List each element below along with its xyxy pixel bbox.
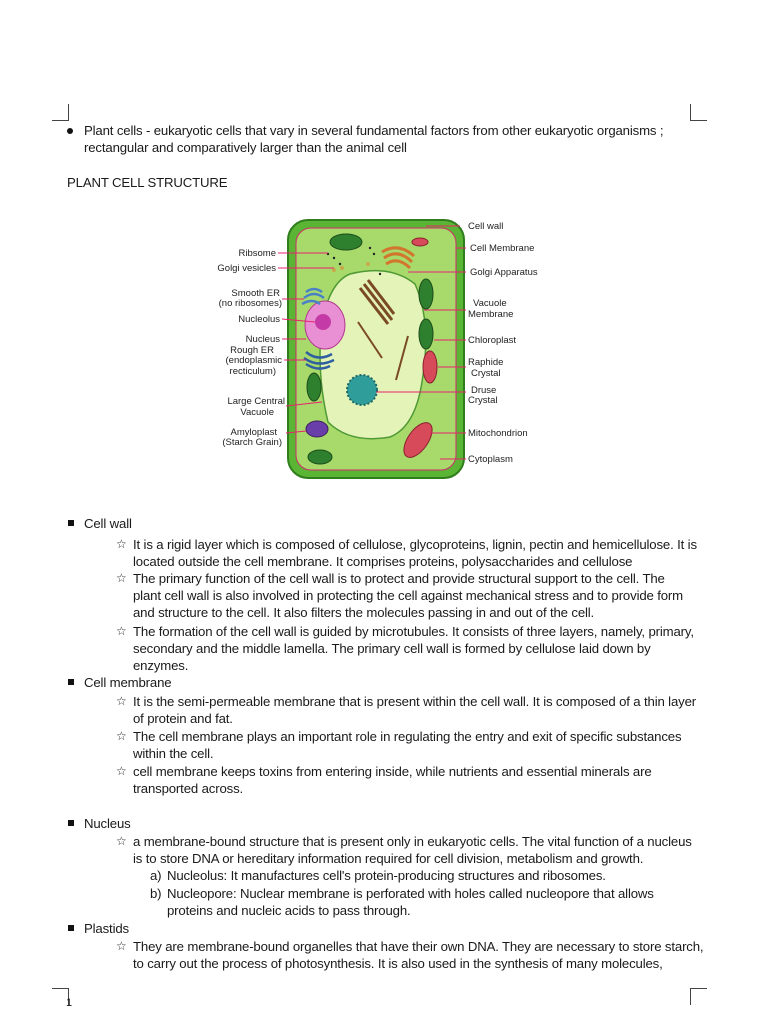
star-bullet: ☆ [116, 764, 127, 778]
label-cell-membrane: Cell Membrane [470, 243, 535, 254]
section-bullet [68, 520, 74, 526]
nucleolus-item: Nucleolus: It manufactures cell's protein-producing structures and ribosomes. [167, 868, 606, 883]
star-bullet: ☆ [116, 834, 127, 848]
nucleopore-item-line-2: proteins and nucleic acids to pass through. [167, 903, 411, 918]
cell-membrane-p1-line-2: of protein and fat. [133, 711, 233, 726]
plastids-p1-line-2: to carry out the process of photosynthesis. It is also used in the synthesis of many molecules, [133, 956, 663, 971]
cell-wall-p2-line-3: and structure to the cell. It also filters the molecules passing in and out of the cell. [133, 605, 595, 620]
label-druse-crystal: Druse [471, 385, 497, 396]
chloroplast-shape [307, 373, 321, 401]
label-cell-wall: Cell wall [468, 221, 504, 232]
star-bullet: ☆ [116, 571, 127, 585]
star-bullet: ☆ [116, 729, 127, 743]
label-smooth-er: Smooth ER [231, 288, 280, 299]
cell-wall-p1-line-2: located outside the cell membrane. It comprises proteins, polysaccharides and cellulose [133, 554, 633, 569]
cell-wall-p2-line-1: The primary function of the cell wall is to protect and provide structural support to the cell. The [133, 571, 665, 586]
cell-membrane-p2-line-2: within the cell. [133, 746, 214, 761]
mitochondrion-shape [423, 351, 437, 383]
intro-line-1: Plant cells - eukaryotic cells that vary in several fundamental factors from other eukaryotic organisms ; [84, 123, 664, 138]
star-bullet: ☆ [116, 939, 127, 953]
cell-wall-p3-line-3: enzymes. [133, 658, 189, 673]
amyloplast-shape [306, 421, 328, 437]
nucleolus-shape [315, 314, 331, 330]
label-raphide-crystal: Raphide [468, 357, 504, 368]
star-bullet: ☆ [116, 537, 127, 551]
label-rough-er-note-1: (endoplasmic [225, 355, 282, 366]
chloroplast-shape [419, 279, 433, 309]
section-heading: PLANT CELL STRUCTURE [67, 175, 228, 190]
section-bullet [68, 925, 74, 931]
page-number: 1 [66, 997, 73, 1009]
label-raphide-crystal-2: Crystal [471, 368, 501, 379]
plant-cell-diagram [210, 212, 550, 482]
nucleus-p1-line-2: is to store DNA or hereditary information required for cell division, metabolism and growth. [133, 851, 644, 866]
crop-mark-top-left [52, 104, 69, 121]
section-bullet [68, 820, 74, 826]
cell-wall-p1-line-1: It is a rigid layer which is composed of cellulose, glycoproteins, lignin, pectin and hemicellulose. It is [133, 537, 697, 552]
section-title-plastids: Plastids [84, 921, 129, 936]
section-bullet [68, 679, 74, 685]
label-nucleus: Nucleus [245, 334, 280, 345]
list-marker-a: a) [150, 868, 162, 883]
label-chloroplast: Chloroplast [468, 335, 517, 346]
cell-wall-p2-line-2: plant cell wall is also involved in protecting the cell against mechanical stress and to provide form [133, 588, 684, 603]
label-golgi-vesicles: Golgi vesicles [217, 263, 276, 274]
crop-mark-top-right [690, 104, 707, 121]
label-mitochondrion: Mitochondrion [468, 428, 528, 439]
chloroplast-shape [330, 234, 362, 250]
intro-line-2: rectangular and comparatively larger than the animal cell [84, 140, 407, 155]
cell-membrane-p1-line-1: It is the semi-permeable membrane that is present within the cell wall. It is composed of a thin layer [133, 694, 697, 709]
section-title-cell-wall: Cell wall [84, 516, 132, 531]
crop-mark-bottom-right [690, 988, 707, 1005]
cell-membrane-p3-line-1: cell membrane keeps toxins from entering inside, while nutrients and essential minerals are [133, 764, 652, 779]
cell-wall-p3-line-2: secondary and the middle lamella. The primary cell wall is formed by cellulose laid down by [133, 641, 651, 656]
label-vacuole-membrane: Vacuole [473, 298, 507, 309]
cell-membrane-p3-line-2: transported across. [133, 781, 244, 796]
label-large-central-vacuole-2: Vacuole [240, 407, 274, 418]
list-marker-b: b) [150, 886, 162, 901]
nucleus-p1-line-1: a membrane-bound structure that is present only in eukaryotic cells. The vital function of a nucleus [133, 834, 692, 849]
star-bullet: ☆ [116, 624, 127, 638]
plastids-p1-line-1: They are membrane-bound organelles that have their own DNA. They are necessary to store starch, [133, 939, 704, 954]
label-nucleolus: Nucleolus [238, 314, 280, 325]
label-smooth-er-note: (no ribosomes) [218, 298, 282, 309]
cell-wall-p3-line-1: The formation of the cell wall is guided by microtubules. It consists of three layers, namely, primary, [133, 624, 694, 639]
label-ribsome: Ribsome [238, 248, 276, 259]
label-large-central-vacuole: Large Central [227, 396, 285, 407]
section-title-nucleus: Nucleus [84, 816, 131, 831]
bullet-dot [67, 128, 73, 134]
label-druse-crystal-2: Crystal [468, 395, 498, 406]
label-amyloplast-note: (Starch Grain) [222, 437, 282, 448]
nucleopore-item-line-1: Nucleopore: Nuclear membrane is perforated with holes called nucleopore that allows [167, 886, 654, 901]
label-vacuole-membrane-2: Membrane [468, 309, 514, 320]
mitochondrion-shape [412, 238, 428, 246]
label-amyloplast: Amyloplast [230, 427, 277, 438]
chloroplast-shape [308, 450, 332, 464]
section-title-cell-membrane: Cell membrane [84, 675, 172, 690]
label-cytoplasm: Cytoplasm [468, 454, 513, 465]
star-bullet: ☆ [116, 694, 127, 708]
label-rough-er-note-2: recticulum) [229, 366, 276, 377]
label-rough-er: Rough ER [230, 345, 274, 356]
chloroplast-shape [419, 319, 433, 349]
druse-crystal-shape [347, 375, 377, 405]
cell-membrane-p2-line-1: The cell membrane plays an important role in regulating the entry and exit of specific substances [133, 729, 682, 744]
label-golgi-apparatus: Golgi Apparatus [470, 267, 538, 278]
